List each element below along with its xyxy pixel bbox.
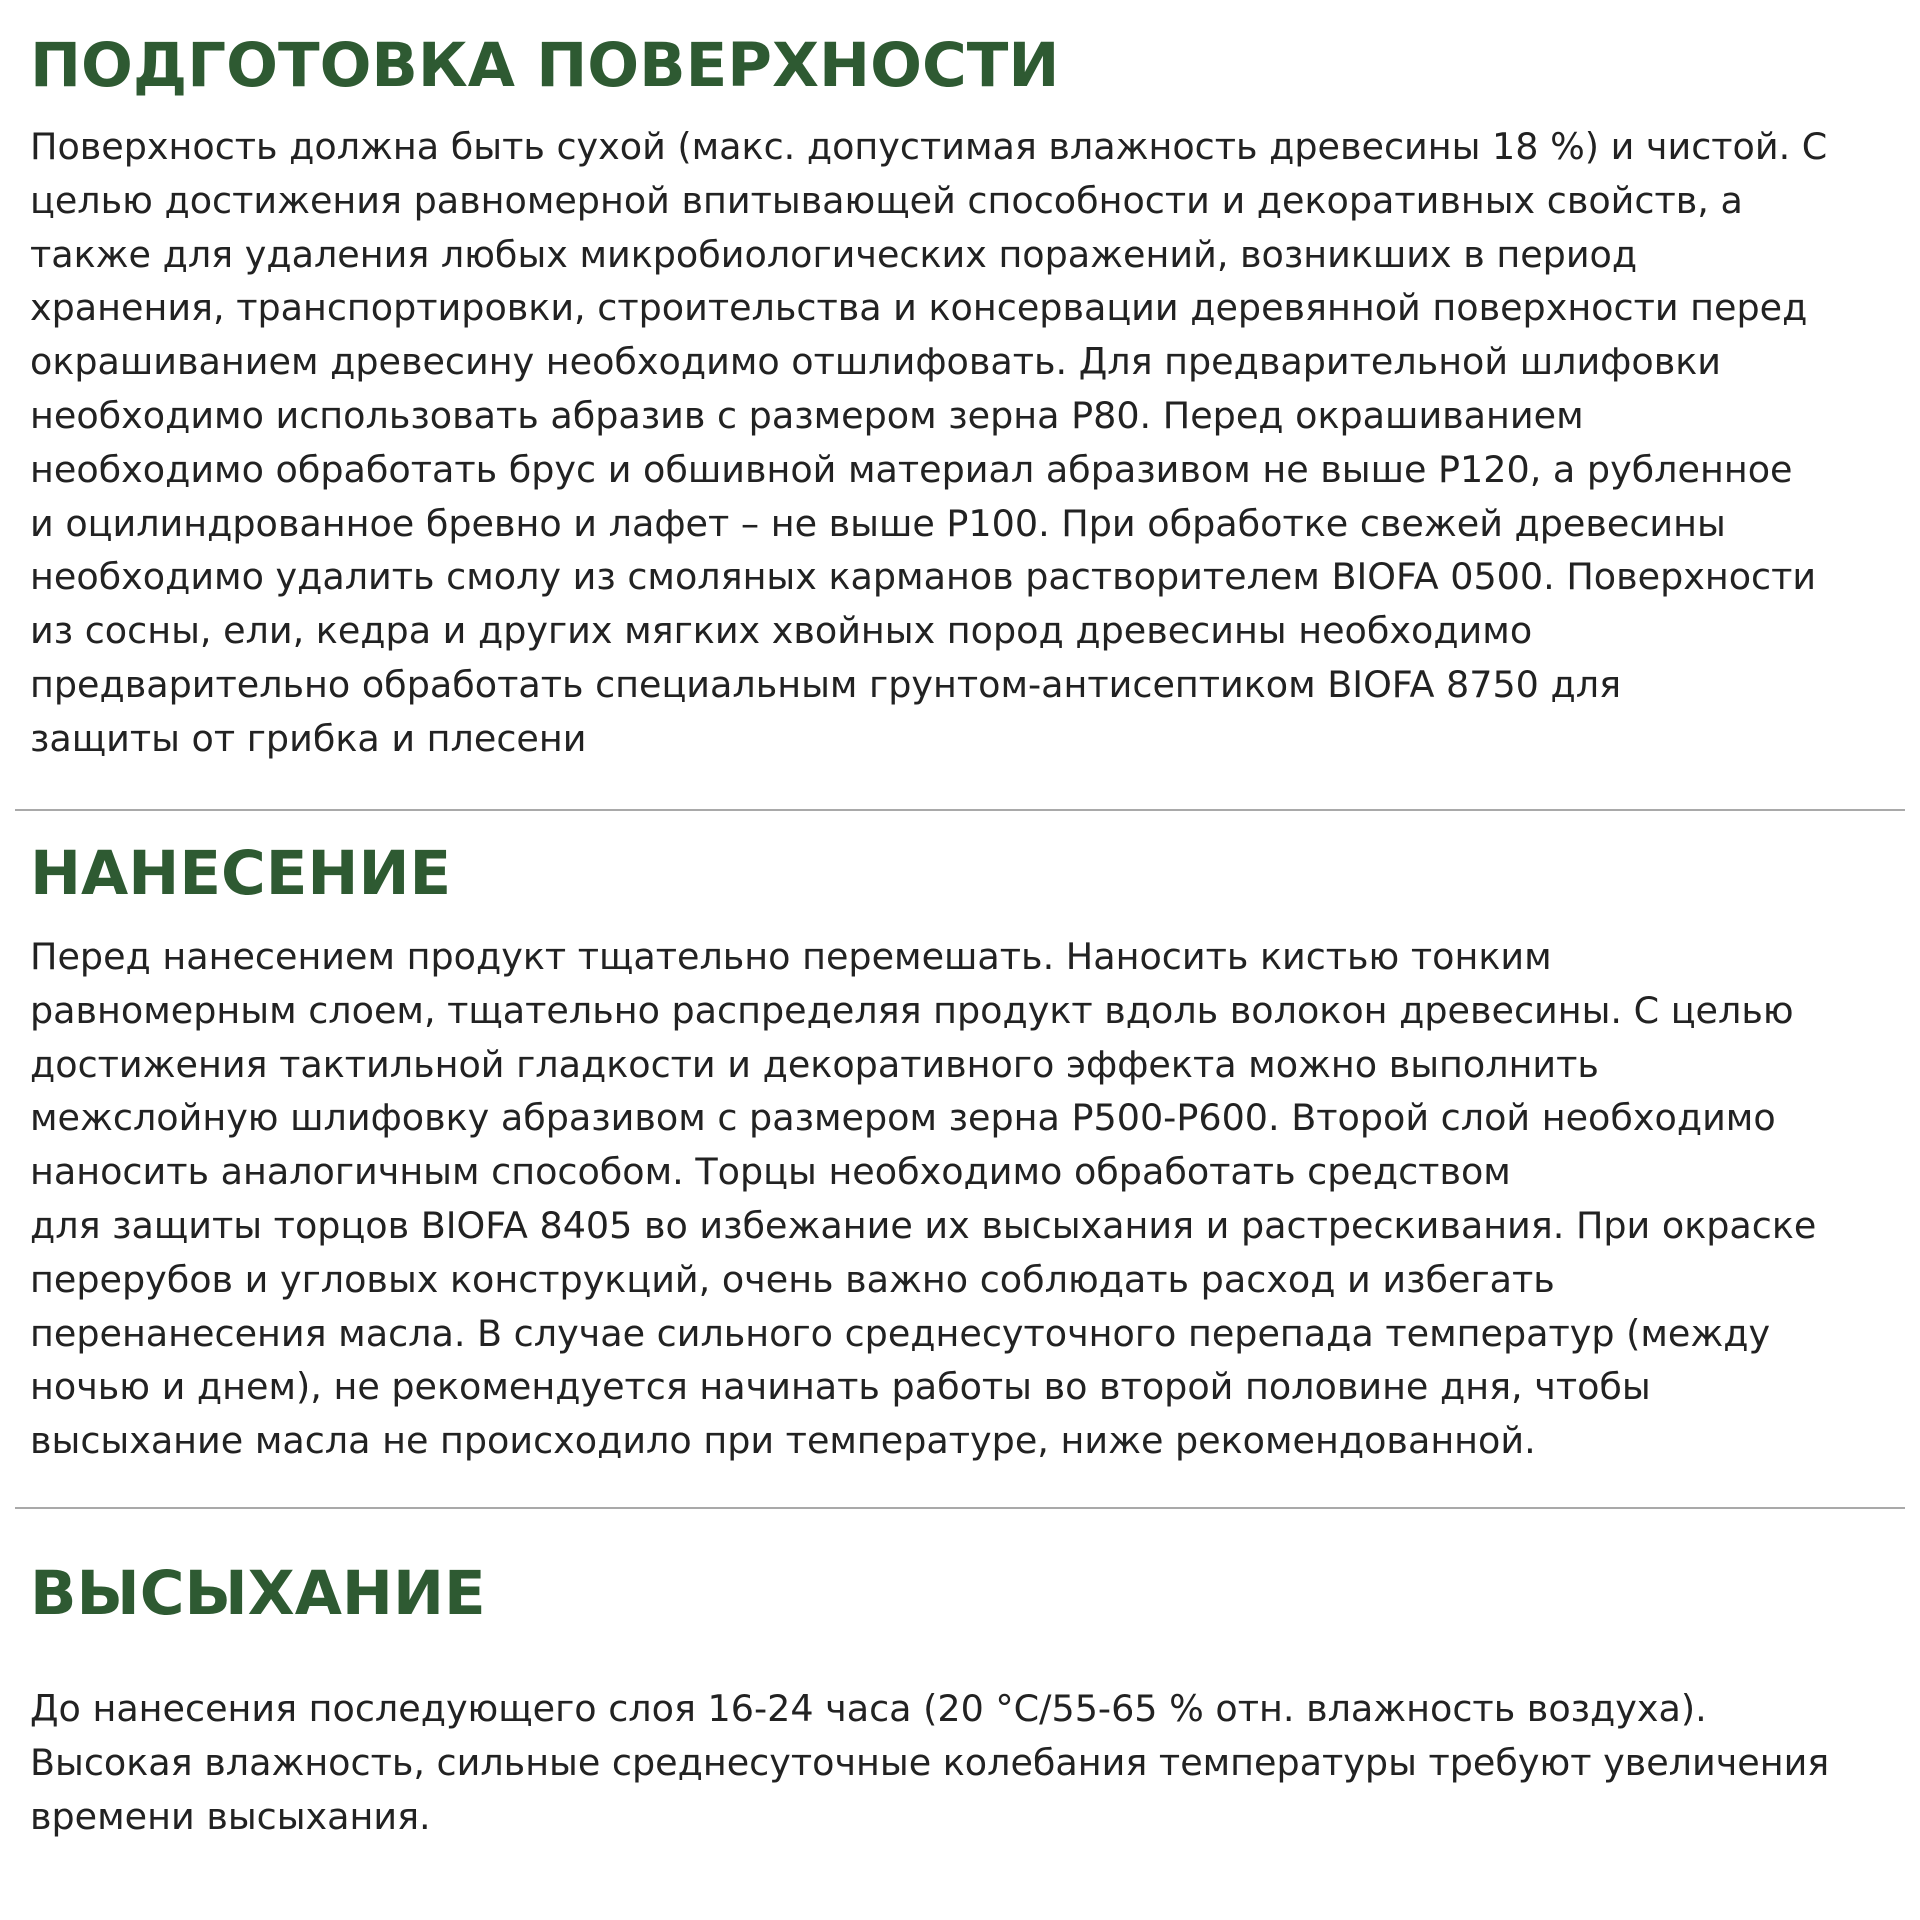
text-line: хранения, транспортировки, строительства и консервации деревянной поверхности перед (30, 286, 1808, 330)
text-line: наносить аналогичным способом. Торцы необходимо обработать средством (30, 1150, 1511, 1194)
text-line: необходимо использовать абразив с размером зерна Р80. Перед окрашиванием (30, 393, 1584, 437)
section-divider (15, 1507, 1905, 1509)
text-line: До нанесения последующего слоя 16-24 часа (20 °С/55-65 % отн. влажность воздуха). (30, 1687, 1707, 1730)
section-body (30, 930, 1910, 1468)
text-line: равномерным слоем, тщательно распределяя продукт вдоль волокон древесины. С целью (30, 988, 1794, 1032)
text-line: межслойную шлифовку абразивом с размером зерна Р500-Р600. Второй слой необходимо (30, 1096, 1776, 1140)
section-divider (15, 809, 1905, 811)
section-heading: ВЫСЫХАНИЕ (30, 1558, 486, 1629)
section-application (30, 838, 1910, 1468)
section-heading: ПОДГОТОВКА ПОВЕРХНОСТИ (30, 30, 1060, 101)
text-line: необходимо удалить смолу из смоляных карманов растворителем BIOFA 0500. Поверхности (30, 555, 1817, 599)
text-line: предварительно обработать специальным грунтом-антисептиком BIOFA 8750 для (30, 662, 1622, 706)
section-heading: НАНЕСЕНИЕ (30, 838, 452, 909)
text-line: защиты от грибка и плесени (30, 716, 587, 760)
text-line: необходимо обработать брус и обшивной материал абразивом не выше Р120, а рубленное (30, 447, 1793, 491)
text-line: и оцилиндрованное бревно и лафет – не выше Р100. При обработке свежей древесины (30, 501, 1726, 545)
text-line: перерубов и угловых конструкций, очень важно соблюдать расход и избегать (30, 1257, 1555, 1301)
text-line: достижения тактильной гладкости и декоративного эффекта можно выполнить (30, 1042, 1599, 1086)
text-line: перенанесения масла. В случае сильного среднесуточного перепада температур (между (30, 1311, 1771, 1355)
text-line: целью достижения равномерной впитывающей способности и декоративных свойств, а (30, 178, 1743, 222)
section-body (30, 120, 1910, 766)
text-line: Поверхность должна быть сухой (макс. допустимая влажность древесины 18 %) и чистой. С (30, 125, 1828, 168)
text-line: для защиты торцов BIOFA 8405 во избежание их высыхания и растрескивания. При окраске (30, 1203, 1817, 1247)
text-line: из сосны, ели, кедра и других мягких хвойных пород древесины необходимо (30, 609, 1533, 653)
text-line: Перед нанесением продукт тщательно перемешать. Наносить кистью тонким (30, 935, 1552, 978)
section-body (30, 1682, 1910, 1843)
text-line: также для удаления любых микробиологических поражений, возникших в период (30, 232, 1638, 276)
text-line: Высокая влажность, сильные среднесуточные колебания температуры требуют увеличения (30, 1740, 1830, 1784)
text-line: окрашиванием древесину необходимо отшлифовать. Для предварительной шлифовки (30, 340, 1721, 384)
section-surface-preparation (30, 30, 1910, 766)
text-line: времени высыхания. (30, 1794, 431, 1838)
text-line: высыхание масла не происходило при температуре, ниже рекомендованной. (30, 1419, 1536, 1463)
text-line: ночью и днем), не рекомендуется начинать работы во второй половине дня, чтобы (30, 1365, 1651, 1409)
section-drying (30, 1558, 1910, 1843)
